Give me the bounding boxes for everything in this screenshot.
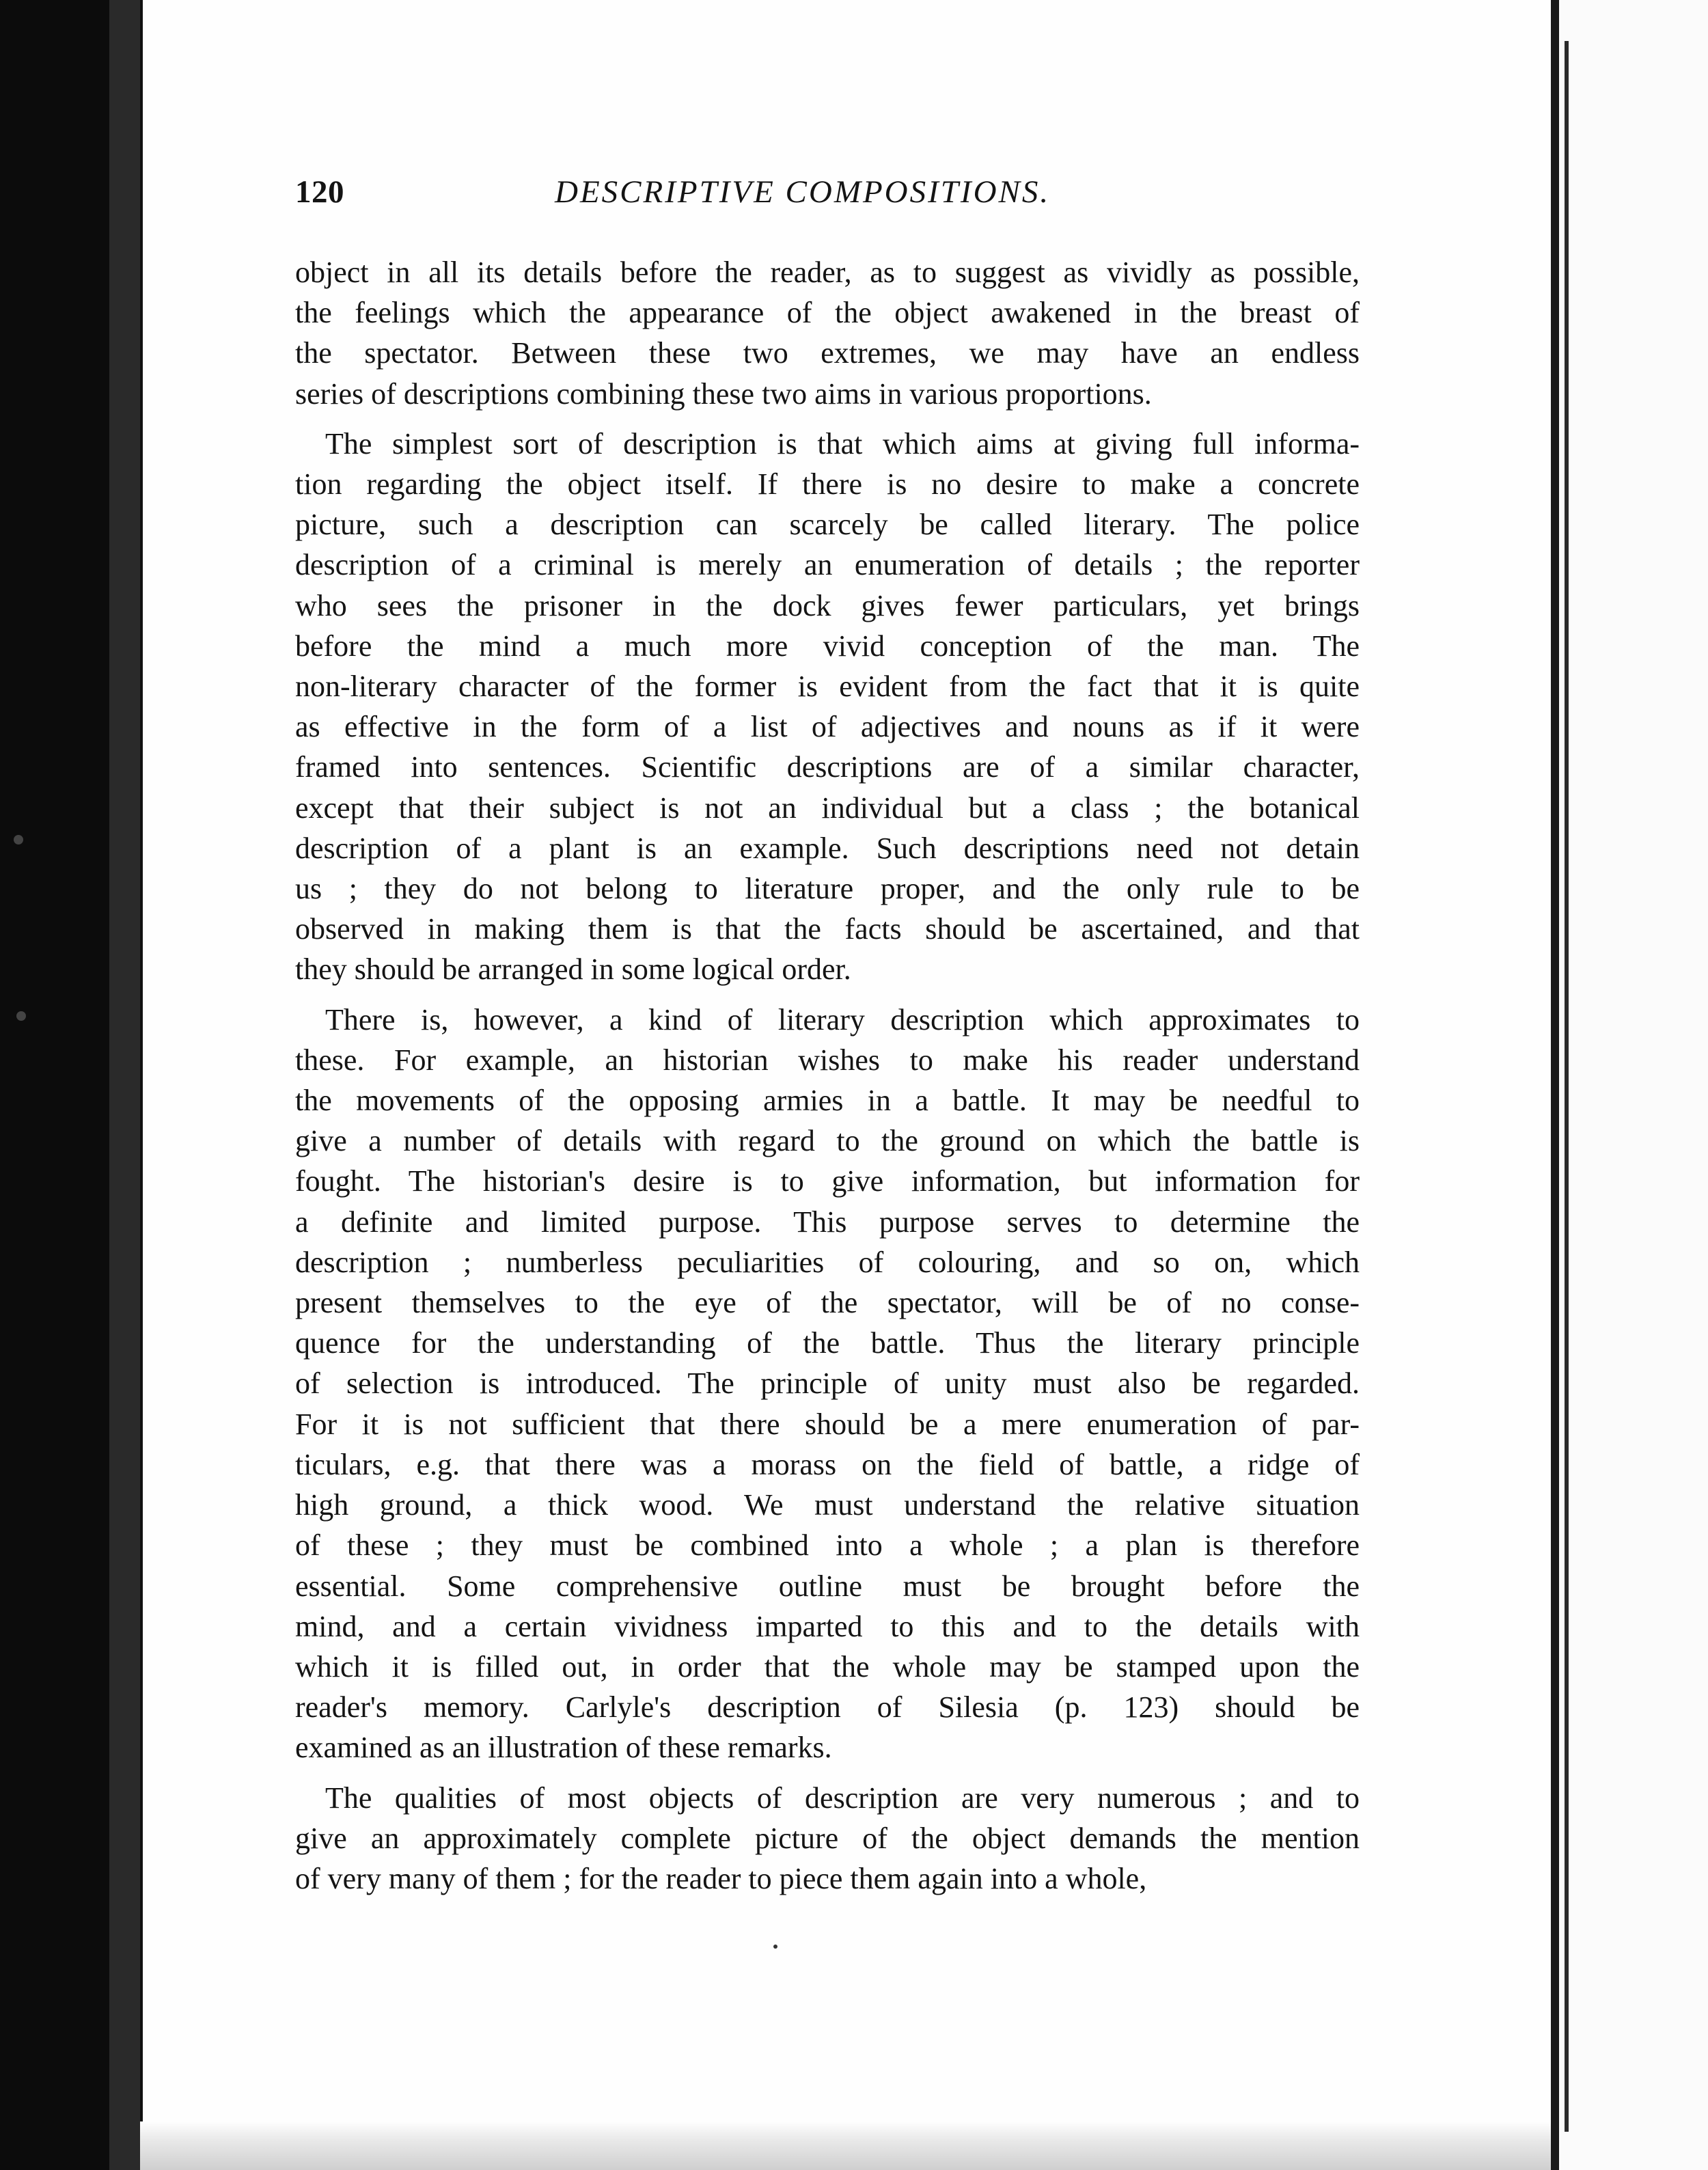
text-line: of very many of them ; for the reader to piece them again into a whole, <box>295 1861 1147 1895</box>
text-line: quence for the understanding of the battle. Thus the literary principle <box>295 1326 1360 1360</box>
text-line: The qualities of most objects of description are very numerous ; and to <box>325 1781 1360 1815</box>
text-line: There is, however, a kind of literary description which approximates to <box>325 1002 1360 1036</box>
running-head <box>295 174 1416 221</box>
body-text <box>295 252 1360 1899</box>
book-spine-edge <box>109 0 140 2170</box>
margin-speck <box>16 1011 26 1021</box>
text-line: mind, and a certain vividness imparted to this and to the details with <box>295 1609 1360 1643</box>
paragraph <box>295 424 1360 990</box>
text-line: tion regarding the object itself. If there is no desire to make a concrete <box>295 467 1360 502</box>
text-line: give a number of details with regard to the ground on which the battle is <box>295 1124 1360 1158</box>
text-line: essential. Some comprehensive outline must be brought before the <box>295 1569 1360 1603</box>
paragraph <box>295 252 1360 414</box>
text-line: picture, such a description can scarcely be called literary. The police <box>295 508 1360 542</box>
text-line: ticulars, e.g. that there was a morass on the field of battle, a ridge of <box>295 1447 1360 1481</box>
text-line: description of a criminal is merely an enumeration of details ; the reporter <box>295 548 1360 582</box>
page-number: 120 <box>295 174 344 210</box>
text-line: of these ; they must be combined into a whole ; a plan is therefore <box>295 1528 1360 1563</box>
running-title: DESCRIPTIVE COMPOSITIONS. <box>555 174 1051 210</box>
text-line: examined as an illustration of these remarks. <box>295 1731 832 1765</box>
facing-page-edge-line <box>1565 41 1569 2132</box>
text-line: these. For example, an historian wishes to make his reader understand <box>295 1043 1360 1077</box>
text-line: who sees the prisoner in the dock gives fewer particulars, yet brings <box>295 588 1360 622</box>
text-line: high ground, a thick wood. We must understand the relative situation <box>295 1488 1360 1522</box>
text-line: of selection is introduced. The principle of unity must also be regarded. <box>295 1366 1360 1401</box>
text-line: the movements of the opposing armies in a battle. It may be needful to <box>295 1084 1360 1118</box>
text-line: which it is filled out, in order that the whole may be stamped upon the <box>295 1649 1360 1684</box>
text-line: description ; numberless peculiarities of colouring, and so on, which <box>295 1245 1360 1279</box>
text-line: the feelings which the appearance of the object awakened in the breast of <box>295 296 1360 330</box>
text-line: fought. The historian's desire is to give information, but information for <box>295 1164 1360 1198</box>
paragraph <box>295 1000 1360 1768</box>
text-line: present themselves to the eye of the spectator, will be of no conse- <box>295 1286 1360 1320</box>
facing-page-strip <box>1559 0 1708 2170</box>
text-line: The simplest sort of description is that which aims at giving full informa- <box>325 426 1360 461</box>
text-line: they should be arranged in some logical order. <box>295 952 851 987</box>
paragraph <box>295 1778 1360 1899</box>
text-line: before the mind a much more vivid conception of the man. The <box>295 629 1360 663</box>
text-line: description of a plant is an example. Such descriptions need not detain <box>295 831 1360 865</box>
text-line: as effective in the form of a list of adjectives and nouns as if it were <box>295 710 1360 744</box>
print-speck <box>773 1945 777 1949</box>
text-line: non-literary character of the former is evident from the fact that it is quite <box>295 670 1360 704</box>
text-line: the spectator. Between these two extremes, we may have an endless <box>295 336 1360 370</box>
text-line: For it is not sufficient that there should be a mere enumeration of par- <box>295 1407 1360 1441</box>
text-line: except that their subject is not an individual but a class ; the botanical <box>295 791 1360 825</box>
page-bottom-shadow <box>140 2121 1551 2170</box>
page-right-edge <box>1551 0 1559 2170</box>
text-line: us ; they do not belong to literature proper, and the only rule to be <box>295 872 1360 906</box>
text-line: series of descriptions combining these two aims in various proportions. <box>295 376 1152 411</box>
text-line: a definite and limited purpose. This purpose serves to determine the <box>295 1205 1360 1239</box>
text-line: give an approximately complete picture of the object demands the mention <box>295 1821 1360 1855</box>
text-line: framed into sentences. Scientific descriptions are of a similar character, <box>295 750 1360 784</box>
text-line: reader's memory. Carlyle's description of Silesia (p. 123) should be <box>295 1690 1360 1725</box>
text-line: observed in making them is that the facts should be ascertained, and that <box>295 912 1360 946</box>
margin-speck <box>14 835 23 844</box>
text-line: object in all its details before the reader, as to suggest as vividly as possible, <box>295 256 1360 289</box>
